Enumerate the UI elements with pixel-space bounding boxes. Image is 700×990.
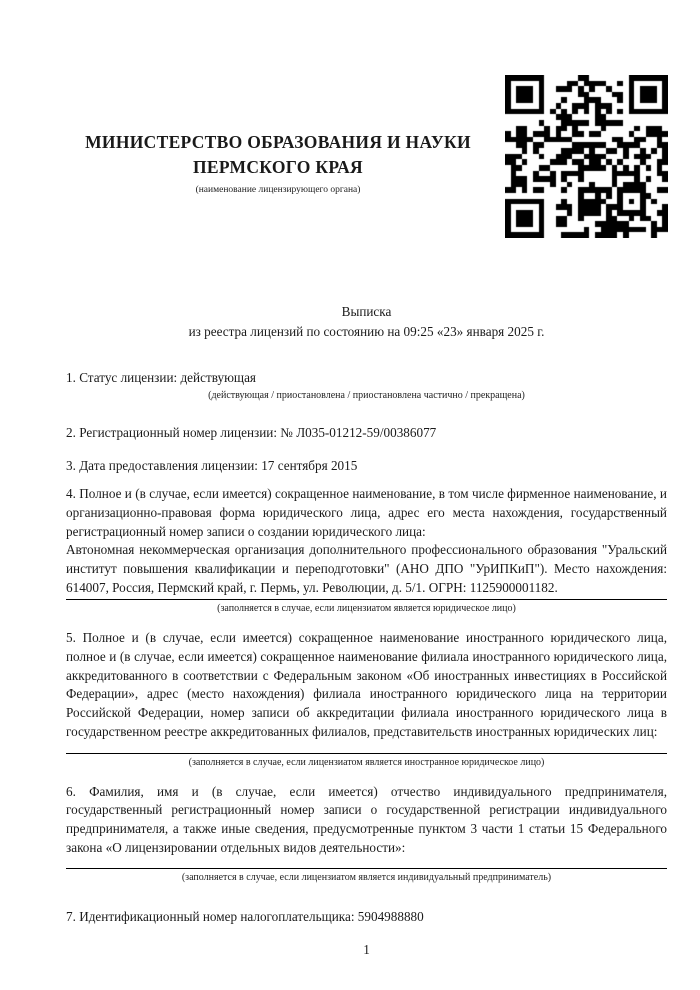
item-grant-date bbox=[66, 457, 667, 476]
foreign-entity-caption: (заполняется в случае, если лицензиатом является иностранное юридическое лицо) bbox=[188, 756, 545, 768]
item-individual-entrepreneur bbox=[66, 783, 667, 885]
registration-number-text: 2. Регистрационный номер лицензии: № Л035-01212-59/00386077 bbox=[66, 424, 437, 440]
ministry-name-caption: (наименование лицензирующего органа) bbox=[195, 185, 361, 195]
legal-entity-label: 4. Полное и (в случае, если имеется) сокращенное наименование, в том числе фирменное наименование, и организационно-правовая форма юридического лица, адрес его места нахождения, государственный регистрационный номер записи о создании юридического лица: bbox=[66, 486, 667, 539]
ministry-name-line1: МИНИСТЕРСТВО ОБРАЗОВАНИЯ И НАУКИ bbox=[85, 132, 471, 152]
item-license-status bbox=[66, 369, 667, 402]
extract-body bbox=[66, 369, 667, 960]
taxpayer-number-text: 7. Идентификационный номер налогоплательщика: 5904988880 bbox=[66, 909, 424, 925]
item-registration-number bbox=[66, 424, 667, 443]
license-status-text: 1. Статус лицензии: действующая bbox=[66, 370, 257, 385]
extract-title-block bbox=[66, 302, 667, 341]
fill-line bbox=[66, 753, 667, 754]
ministry-name-line2: ПЕРМСКОГО КРАЯ bbox=[193, 157, 363, 177]
license-status-caption: (действующая / приостановлена / приостановлена частично / прекращена) bbox=[208, 389, 525, 401]
legal-entity-caption: (заполняется в случае, если лицензиатом является юридическое лицо) bbox=[217, 603, 516, 615]
fill-line bbox=[66, 599, 667, 600]
grant-date-text: 3. Дата предоставления лицензии: 17 сентября 2015 bbox=[66, 458, 358, 474]
extract-title: Выписка bbox=[341, 304, 392, 319]
fill-line bbox=[66, 868, 667, 869]
qr-code-icon bbox=[505, 75, 668, 238]
entrepreneur-caption: (заполняется в случае, если лицензиатом является индивидуальный предприниматель) bbox=[181, 872, 552, 884]
page-number: 1 bbox=[363, 942, 370, 958]
entrepreneur-label: 6. Фамилия, имя и (в случае, если имеется) отчество индивидуального предпринимателя, государственный регистрационный номер записи о государственной регистрации индивидуального предпринимателя, а также иные сведения, предусмотренные пунктом 3 части 1 статьи 15 Федерального закона «О лицензировании отдельных видов деятельности»: bbox=[66, 783, 667, 855]
foreign-entity-label: 5. Полное и (в случае, если имеется) сокращенное наименование иностранного юридического лица, полное и (в случае, если имеется) сокращенное наименование филиала иностранного юридического лица, аккредитованного в соответствии с Федеральным законом «Об иностранных инвестициях в Российской Федерации», адрес (место нахождения) филиала иностранного юридического лица на территории Российской Федерации, номер записи об аккредитации филиала иностранного юридического лица в государственном реестре аккредитованных филиалов, представительств иностранных юридических лиц: bbox=[66, 630, 667, 739]
item-taxpayer-number bbox=[66, 908, 667, 927]
licensing-authority-header bbox=[66, 130, 490, 196]
ministry-name bbox=[66, 130, 490, 180]
legal-entity-value: Автономная некоммерческая организация дополнительного профессионального образования "Уральский институт повышения квалификации и переподготовки" (АНО ДПО "УрИПКиП"). Место нахождения: 614007, Россия, Пермский край, г. Пермь, ул. Революции, д. 5/1. ОГРН: 1125900001182. bbox=[66, 542, 667, 595]
item-foreign-entity bbox=[66, 629, 667, 768]
extract-subtitle: из реестра лицензий по состоянию на 09:25 «23» января 2025 г. bbox=[188, 323, 545, 339]
item-legal-entity bbox=[66, 485, 667, 615]
